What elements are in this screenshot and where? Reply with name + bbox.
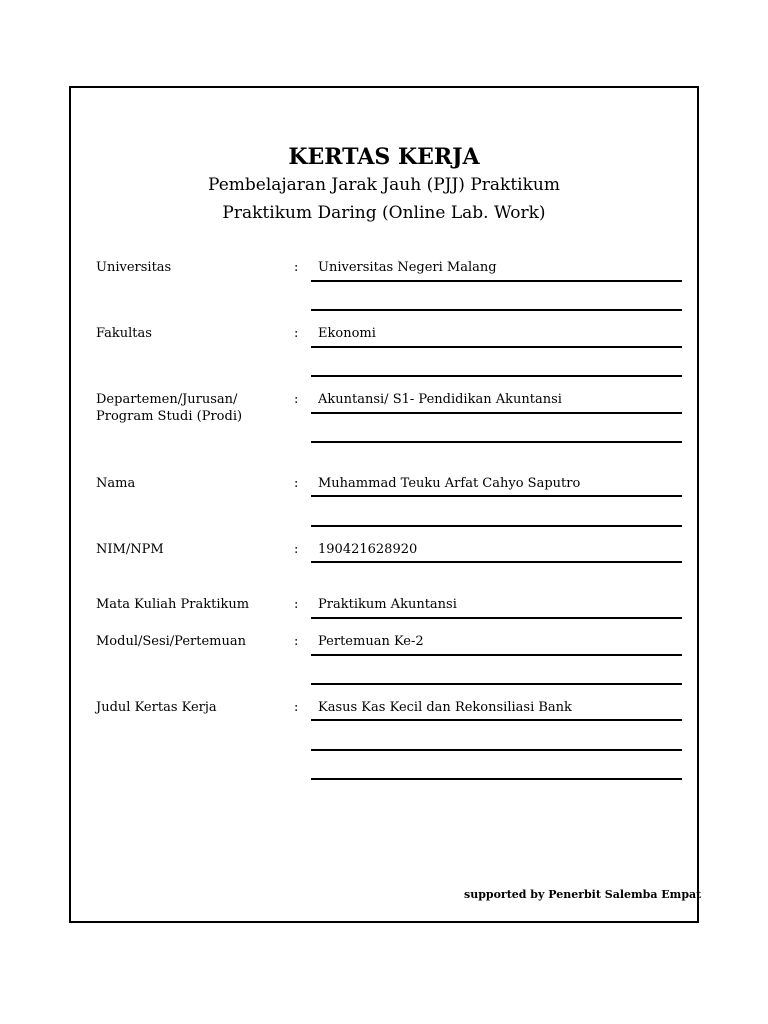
nama-label: Nama	[96, 476, 136, 491]
departemen-colon: :	[294, 392, 299, 407]
departemen-extra-line	[311, 441, 682, 443]
mata-kuliah-label: Mata Kuliah Praktikum	[96, 597, 250, 612]
universitas-line	[311, 280, 682, 282]
mata-kuliah-colon: :	[294, 597, 299, 612]
universitas-label: Universitas	[96, 260, 172, 275]
judul-label: Judul Kertas Kerja	[96, 700, 217, 715]
departemen-label-line-2: Program Studi (Prodi)	[96, 409, 243, 424]
page-subtitle-1: Pembelajaran Jarak Jauh (PJJ) Praktikum	[208, 175, 560, 195]
universitas-value: Universitas Negeri Malang	[318, 260, 497, 275]
judul-line	[311, 719, 682, 721]
departemen-line	[311, 412, 682, 414]
nim-line	[311, 561, 682, 563]
page-subtitle-2: Praktikum Daring (Online Lab. Work)	[222, 203, 546, 223]
modul-value: Pertemuan Ke-2	[318, 634, 424, 649]
fakultas-colon: :	[294, 326, 299, 341]
departemen-label-line-1: Departemen/Jurusan/	[96, 392, 238, 407]
fakultas-label: Fakultas	[96, 326, 152, 341]
mata-kuliah-line	[311, 617, 682, 619]
judul-value: Kasus Kas Kecil dan Rekonsiliasi Bank	[318, 700, 572, 715]
fakultas-line	[311, 346, 682, 348]
nama-extra-line	[311, 525, 682, 527]
nim-label: NIM/NPM	[96, 542, 164, 557]
nim-colon: :	[294, 542, 299, 557]
fakultas-extra-line	[311, 375, 682, 377]
nim-value: 190421628920	[318, 542, 418, 557]
modul-extra-line	[311, 683, 682, 685]
publisher-credit: supported by Penerbit Salemba Empat	[464, 888, 702, 901]
universitas-extra-line	[311, 309, 682, 311]
nama-value: Muhammad Teuku Arfat Cahyo Saputro	[318, 476, 581, 491]
page-title: KERTAS KERJA	[288, 144, 480, 170]
judul-extra-line-1	[311, 749, 682, 751]
mata-kuliah-value: Praktikum Akuntansi	[318, 597, 457, 612]
judul-extra-line-2	[311, 778, 682, 780]
fakultas-value: Ekonomi	[318, 326, 376, 341]
nama-line	[311, 495, 682, 497]
modul-colon: :	[294, 634, 299, 649]
departemen-value: Akuntansi/ S1- Pendidikan Akuntansi	[318, 392, 562, 407]
nama-colon: :	[294, 476, 299, 491]
judul-colon: :	[294, 700, 299, 715]
modul-label: Modul/Sesi/Pertemuan	[96, 634, 246, 649]
modul-line	[311, 654, 682, 656]
universitas-colon: :	[294, 260, 299, 275]
